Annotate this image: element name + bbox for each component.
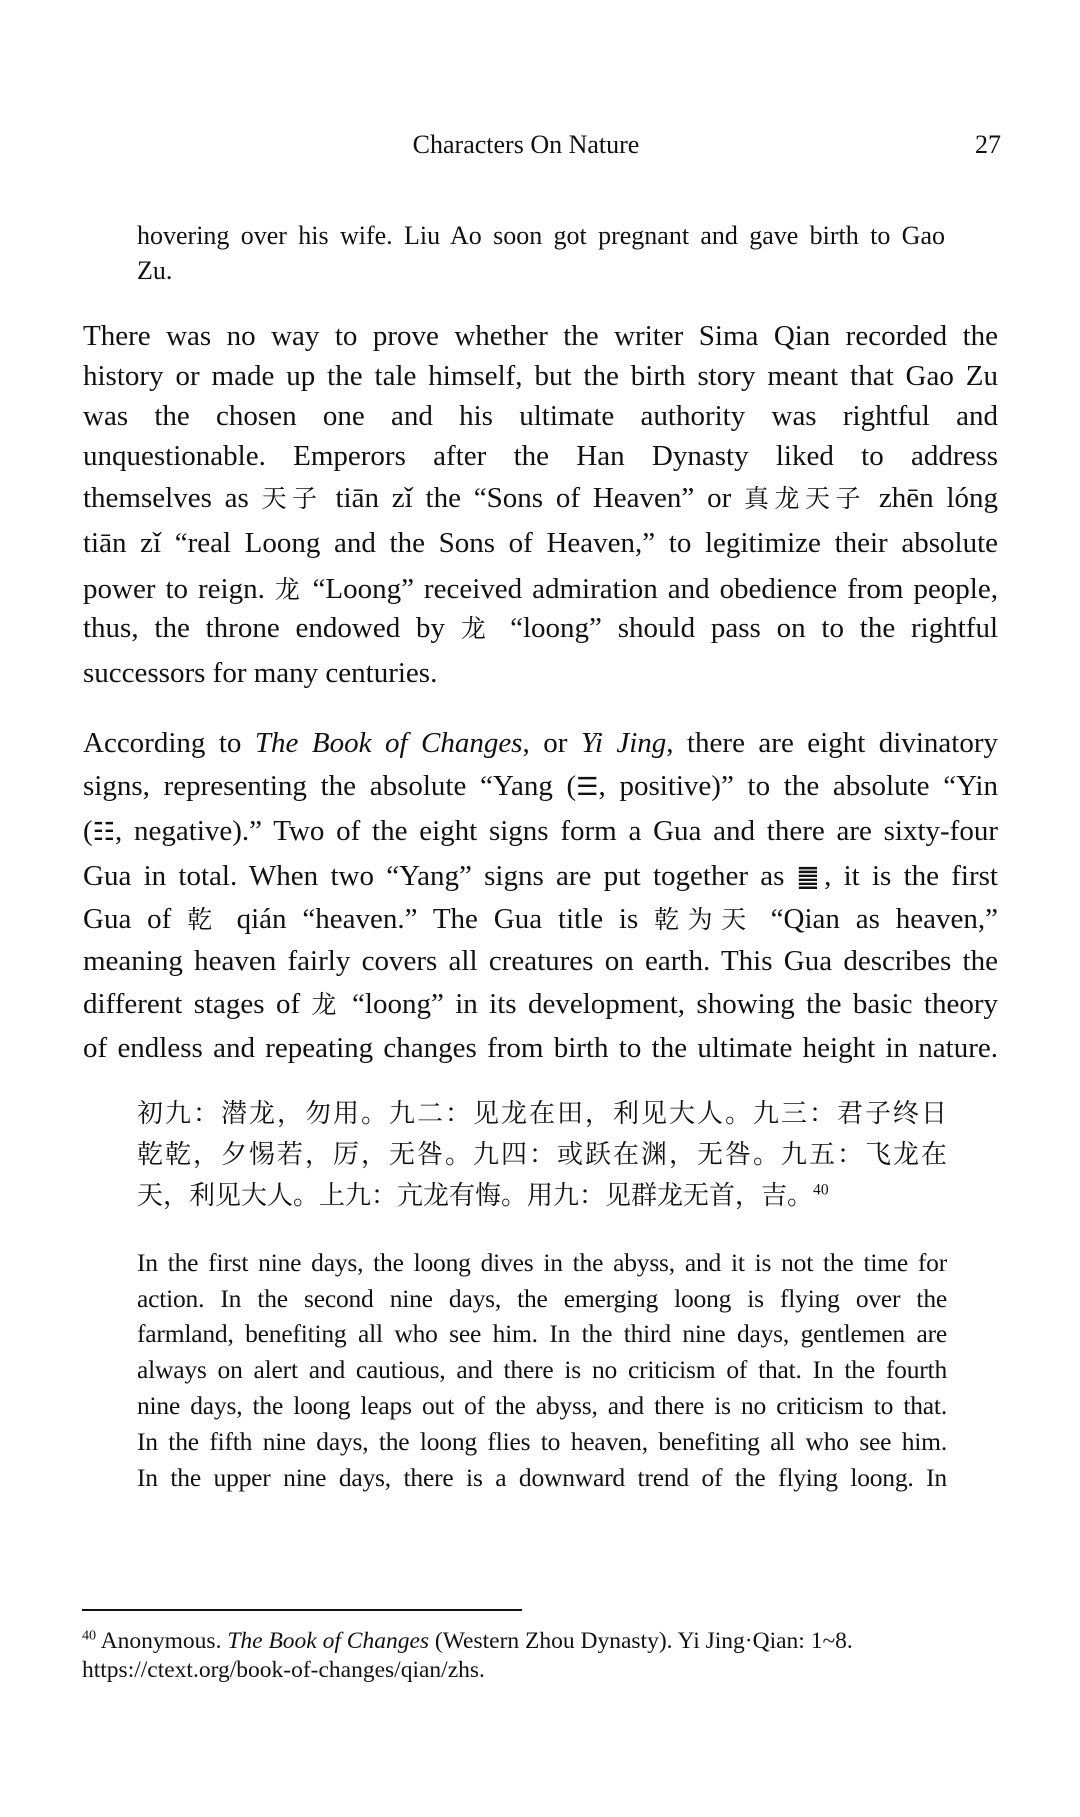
chinese-term: 真龙天子 bbox=[744, 484, 867, 513]
body-line bbox=[83, 480, 998, 517]
body-line bbox=[83, 986, 998, 1023]
text-run: “Qian as heaven,” bbox=[754, 903, 998, 935]
footnote-ref[interactable]: 40 bbox=[813, 1181, 829, 1199]
body-line: of endless and repeating changes from birth to the ultimate height in nature. bbox=[83, 1032, 998, 1064]
text-run: power to reign. bbox=[83, 573, 275, 605]
yang-trigram-icon: ☰ bbox=[576, 772, 599, 801]
text-run: (Western Zhou Dynasty). Yi Jing·Qian: 1~8. bbox=[429, 1628, 853, 1654]
footnote-url[interactable]: https://ctext.org/book-of-changes/qian/zhs. bbox=[82, 1657, 485, 1683]
footnote-number: 40 bbox=[82, 1627, 97, 1644]
text-run: , there are eight divinatory bbox=[666, 727, 998, 759]
page-number: 27 bbox=[975, 130, 1001, 159]
text-run: qián “heaven.” The Gua title is bbox=[220, 903, 655, 935]
text-run: , positive)” to the absolute “Yin bbox=[598, 770, 998, 802]
body-line bbox=[83, 571, 998, 608]
body-line: tiān zǐ “real Loong and the Sons of Heaven,” to legitimize their absolute bbox=[83, 527, 998, 559]
translation-line: farmland, benefiting all who see him. In the third nine days, gentlemen are bbox=[137, 1319, 947, 1348]
text-run: themselves as bbox=[83, 482, 262, 514]
footnote-separator bbox=[82, 1609, 522, 1611]
text-run: , it is the first bbox=[824, 860, 998, 892]
chinese-term: 龙 bbox=[274, 575, 303, 604]
book-title: Yi Jing bbox=[580, 727, 667, 759]
text-run: thus, the throne endowed by bbox=[83, 612, 461, 644]
book-title: The Book of Changes bbox=[227, 1628, 430, 1654]
body-line bbox=[83, 610, 998, 647]
footnote-line bbox=[82, 1627, 1002, 1655]
translation-line: In the upper nine days, there is a downward trend of the flying loong. In bbox=[137, 1463, 947, 1492]
chinese-quote-line: 乾乾，夕惕若，厉，无咎。九四：或跃在渊，无咎。九五：飞龙在 bbox=[137, 1140, 947, 1170]
body-line: meaning heaven fairly covers all creatures on earth. This Gua describes the bbox=[83, 945, 998, 977]
translation-line: action. In the second nine days, the emerging loong is flying over the bbox=[137, 1284, 947, 1313]
body-line bbox=[83, 901, 998, 938]
body-line: successors for many centuries. bbox=[83, 657, 438, 689]
body-line bbox=[83, 768, 998, 805]
body-line: history or made up the tale himself, but the birth story meant that Gao Zu bbox=[83, 360, 998, 392]
text-run: , or bbox=[522, 727, 581, 759]
chinese-quote-line: 初九：潜龙，勿用。九二：见龙在田，利见大人。九三：君子终日 bbox=[137, 1099, 947, 1129]
chinese-term: 天子 bbox=[261, 484, 323, 513]
qian-hexagram-icon: ䷀ bbox=[796, 862, 825, 891]
translation-line: In the fifth nine days, the loong flies to heaven, benefiting all who see him. bbox=[137, 1427, 947, 1456]
text-run: signs, representing the absolute “Yang ( bbox=[83, 770, 577, 802]
body-line bbox=[83, 725, 998, 761]
running-title: Characters On Nature bbox=[412, 130, 640, 159]
chinese-quote-line bbox=[137, 1179, 947, 1213]
chinese-term: 龙 bbox=[460, 614, 495, 643]
body-line bbox=[83, 858, 998, 895]
book-title: The Book of Changes bbox=[254, 727, 523, 759]
chinese-term: 乾 bbox=[187, 905, 221, 934]
yin-trigram-icon: ☷ bbox=[92, 817, 116, 846]
translation-line: nine days, the loong leaps out of the abyss, and there is no criticism to that. bbox=[137, 1391, 947, 1420]
text-run: “loong” in its development, showing the basic theory bbox=[340, 988, 998, 1020]
body-line: was the chosen one and his ultimate authority was rightful and bbox=[83, 400, 998, 432]
body-line: unquestionable. Emperors after the Han Dynasty liked to address bbox=[83, 440, 998, 472]
chinese-term: 龙 bbox=[311, 990, 341, 1019]
chinese-term: 乾为天 bbox=[654, 905, 755, 934]
text-run: Anonymous. bbox=[96, 1628, 228, 1654]
text-run: different stages of bbox=[83, 988, 312, 1020]
translation-line: In the first nine days, the loong dives in the abyss, and it is not the time for bbox=[137, 1248, 947, 1277]
text-run: “loong” should pass on to the rightful bbox=[494, 612, 998, 644]
quote-line: Zu. bbox=[137, 256, 173, 285]
text-run: “Loong” received admiration and obedience from people, bbox=[302, 573, 998, 605]
text-run: Gua of bbox=[83, 903, 188, 935]
text-run: zhēn lóng bbox=[866, 482, 998, 514]
translation-line: always on alert and cautious, and there is no criticism of that. In the fourth bbox=[137, 1355, 947, 1384]
quote-line: hovering over his wife. Liu Ao soon got pregnant and gave birth to Gao bbox=[137, 221, 945, 250]
text-run: tiān zǐ the “Sons of Heaven” or bbox=[322, 482, 745, 514]
text-run: 天，利见大人。上九：亢龙有悔。用九：见群龙无首，吉。 bbox=[137, 1181, 814, 1211]
body-line bbox=[83, 813, 998, 850]
body-line: There was no way to prove whether the writer Sima Qian recorded the bbox=[83, 320, 998, 352]
text-run: Gua in total. When two “Yang” signs are put together as bbox=[83, 860, 797, 892]
text-run: , negative).” Two of the eight signs form a Gua and there are sixty-four bbox=[115, 815, 998, 847]
text-run: ( bbox=[83, 815, 93, 847]
text-run: According to bbox=[83, 727, 255, 759]
